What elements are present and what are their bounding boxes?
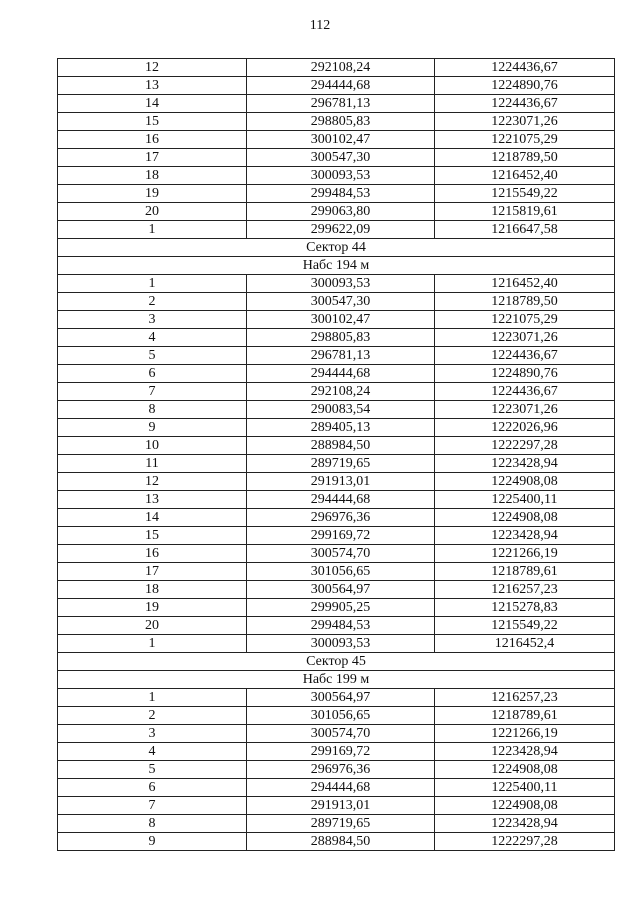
x-coordinate: 300574,70 [247,545,435,563]
y-coordinate: 1225400,11 [435,491,615,509]
point-number: 10 [58,437,247,455]
y-coordinate: 1215549,22 [435,617,615,635]
table-row [58,581,615,599]
y-coordinate: 1224908,08 [435,509,615,527]
point-number: 18 [58,581,247,599]
y-coordinate: 1223428,94 [435,455,615,473]
table-row [58,815,615,833]
table-row [58,329,615,347]
x-coordinate: 294444,68 [247,77,435,95]
x-coordinate: 299484,53 [247,185,435,203]
y-coordinate: 1225400,11 [435,779,615,797]
table-row [58,167,615,185]
point-number: 2 [58,293,247,311]
point-number: 12 [58,59,247,77]
y-coordinate: 1218789,61 [435,563,615,581]
table-row [58,275,615,293]
table-row [58,95,615,113]
section-header-row [58,239,615,257]
table-row [58,725,615,743]
x-coordinate: 289405,13 [247,419,435,437]
y-coordinate: 1218789,61 [435,707,615,725]
table-row [58,689,615,707]
y-coordinate: 1224890,76 [435,77,615,95]
x-coordinate: 299169,72 [247,527,435,545]
table-row [58,743,615,761]
point-number: 3 [58,725,247,743]
point-number: 3 [58,311,247,329]
point-number: 2 [58,707,247,725]
table-row [58,491,615,509]
x-coordinate: 300574,70 [247,725,435,743]
x-coordinate: 294444,68 [247,491,435,509]
x-coordinate: 288984,50 [247,437,435,455]
table-row [58,131,615,149]
point-number: 6 [58,779,247,797]
x-coordinate: 300102,47 [247,131,435,149]
table-row [58,545,615,563]
point-number: 4 [58,329,247,347]
table-row [58,599,615,617]
point-number: 15 [58,113,247,131]
table-row [58,293,615,311]
table-row [58,707,615,725]
table-row [58,617,615,635]
x-coordinate: 299063,80 [247,203,435,221]
x-coordinate: 291913,01 [247,797,435,815]
y-coordinate: 1223428,94 [435,527,615,545]
point-number: 16 [58,545,247,563]
x-coordinate: 301056,65 [247,563,435,581]
y-coordinate: 1218789,50 [435,149,615,167]
table-row [58,419,615,437]
x-coordinate: 300547,30 [247,293,435,311]
point-number: 7 [58,797,247,815]
y-coordinate: 1215819,61 [435,203,615,221]
y-coordinate: 1215278,83 [435,599,615,617]
point-number: 9 [58,419,247,437]
section-header-row [58,257,615,275]
point-number: 19 [58,185,247,203]
point-number: 14 [58,95,247,113]
table-row [58,77,615,95]
y-coordinate: 1215549,22 [435,185,615,203]
x-coordinate: 299169,72 [247,743,435,761]
point-number: 17 [58,149,247,167]
point-number: 15 [58,527,247,545]
sector-title: Сектор 44 [58,239,615,257]
y-coordinate: 1224436,67 [435,95,615,113]
point-number: 6 [58,365,247,383]
x-coordinate: 300564,97 [247,689,435,707]
point-number: 16 [58,131,247,149]
elevation-label: Набс 194 м [58,257,615,275]
y-coordinate: 1216452,40 [435,167,615,185]
y-coordinate: 1224908,08 [435,761,615,779]
x-coordinate: 296781,13 [247,95,435,113]
point-number: 5 [58,347,247,365]
table-row [58,455,615,473]
table-row [58,509,615,527]
x-coordinate: 299905,25 [247,599,435,617]
table-row [58,527,615,545]
y-coordinate: 1224436,67 [435,383,615,401]
x-coordinate: 300547,30 [247,149,435,167]
table-row [58,779,615,797]
y-coordinate: 1224436,67 [435,59,615,77]
table-row [58,311,615,329]
table-row [58,437,615,455]
x-coordinate: 290083,54 [247,401,435,419]
point-number: 8 [58,815,247,833]
x-coordinate: 296781,13 [247,347,435,365]
table-row [58,365,615,383]
coordinates-table-body [58,59,615,851]
table-row [58,221,615,239]
x-coordinate: 294444,68 [247,779,435,797]
x-coordinate: 300093,53 [247,275,435,293]
section-header-row [58,653,615,671]
y-coordinate: 1221266,19 [435,545,615,563]
y-coordinate: 1222297,28 [435,437,615,455]
y-coordinate: 1223428,94 [435,743,615,761]
y-coordinate: 1224890,76 [435,365,615,383]
x-coordinate: 300093,53 [247,635,435,653]
x-coordinate: 300102,47 [247,311,435,329]
point-number: 7 [58,383,247,401]
y-coordinate: 1223071,26 [435,329,615,347]
point-number: 20 [58,203,247,221]
x-coordinate: 299622,09 [247,221,435,239]
point-number: 1 [58,635,247,653]
y-coordinate: 1224436,67 [435,347,615,365]
page-number: 112 [309,18,331,33]
y-coordinate: 1223428,94 [435,815,615,833]
y-coordinate: 1222026,96 [435,419,615,437]
y-coordinate: 1216257,23 [435,581,615,599]
table-row [58,563,615,581]
x-coordinate: 298805,83 [247,113,435,131]
point-number: 1 [58,275,247,293]
sector-title: Сектор 45 [58,653,615,671]
table-row [58,59,615,77]
point-number: 4 [58,743,247,761]
point-number: 13 [58,77,247,95]
y-coordinate: 1223071,26 [435,401,615,419]
table-row [58,635,615,653]
point-number: 17 [58,563,247,581]
point-number: 18 [58,167,247,185]
y-coordinate: 1221075,29 [435,311,615,329]
y-coordinate: 1216257,23 [435,689,615,707]
y-coordinate: 1216647,58 [435,221,615,239]
point-number: 5 [58,761,247,779]
coordinates-table [57,58,615,851]
x-coordinate: 301056,65 [247,707,435,725]
x-coordinate: 296976,36 [247,761,435,779]
x-coordinate: 300564,97 [247,581,435,599]
y-coordinate: 1224908,08 [435,473,615,491]
table-row [58,797,615,815]
y-coordinate: 1224908,08 [435,797,615,815]
x-coordinate: 292108,24 [247,59,435,77]
x-coordinate: 294444,68 [247,365,435,383]
x-coordinate: 288984,50 [247,833,435,851]
y-coordinate: 1223071,26 [435,113,615,131]
point-number: 13 [58,491,247,509]
point-number: 8 [58,401,247,419]
y-coordinate: 1216452,40 [435,275,615,293]
table-row [58,833,615,851]
x-coordinate: 300093,53 [247,167,435,185]
y-coordinate: 1221075,29 [435,131,615,149]
point-number: 1 [58,689,247,707]
x-coordinate: 299484,53 [247,617,435,635]
table-row [58,347,615,365]
y-coordinate: 1221266,19 [435,725,615,743]
point-number: 9 [58,833,247,851]
elevation-label: Набс 199 м [58,671,615,689]
x-coordinate: 296976,36 [247,509,435,527]
point-number: 1 [58,221,247,239]
y-coordinate: 1218789,50 [435,293,615,311]
x-coordinate: 289719,65 [247,455,435,473]
x-coordinate: 291913,01 [247,473,435,491]
x-coordinate: 292108,24 [247,383,435,401]
point-number: 20 [58,617,247,635]
point-number: 11 [58,455,247,473]
table-row [58,383,615,401]
x-coordinate: 298805,83 [247,329,435,347]
table-row [58,185,615,203]
table-row [58,149,615,167]
point-number: 12 [58,473,247,491]
x-coordinate: 289719,65 [247,815,435,833]
table-row [58,113,615,131]
y-coordinate: 1222297,28 [435,833,615,851]
table-row [58,761,615,779]
point-number: 19 [58,599,247,617]
table-row [58,401,615,419]
table-row [58,203,615,221]
table-row [58,473,615,491]
y-coordinate: 1216452,4 [435,635,615,653]
section-header-row [58,671,615,689]
point-number: 14 [58,509,247,527]
